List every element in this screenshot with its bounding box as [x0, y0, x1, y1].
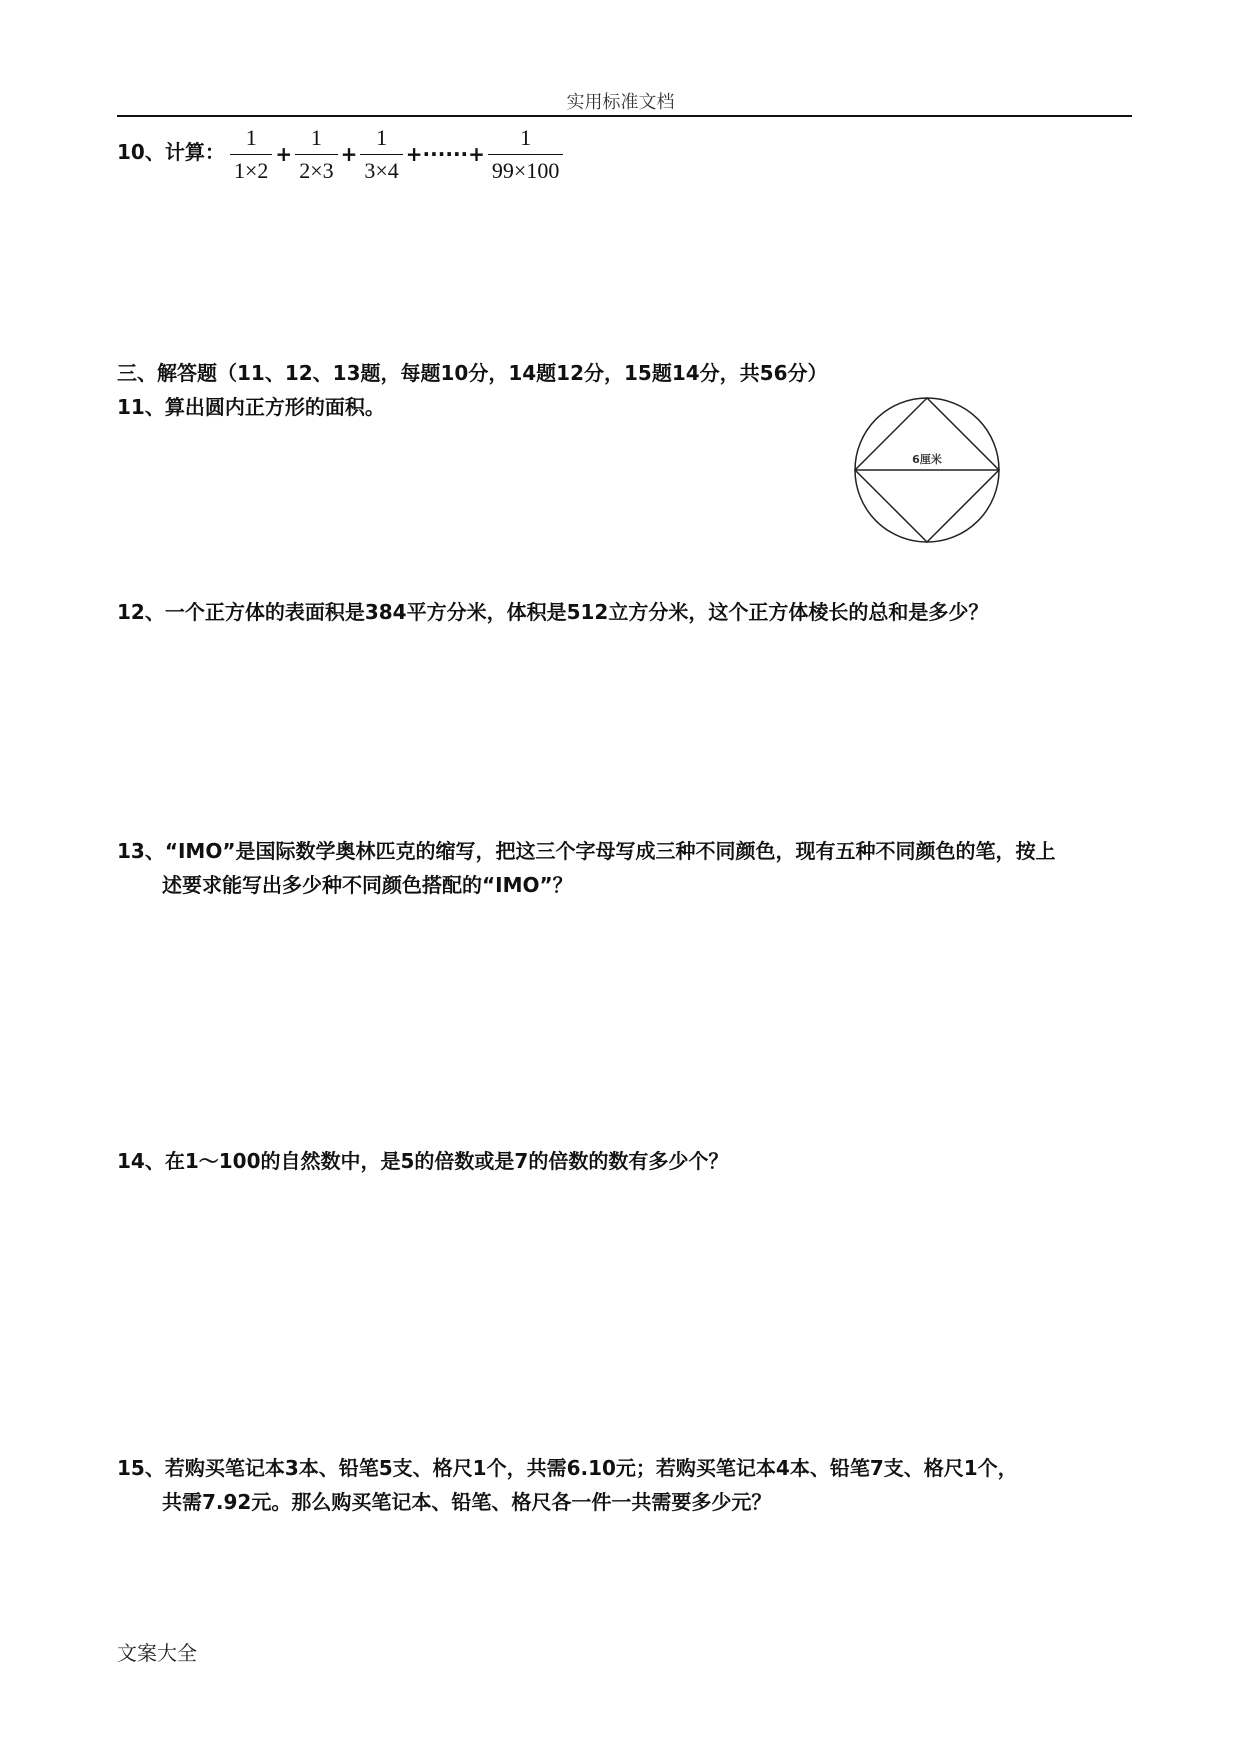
q13-line2: 述要求能写出多少种不同颜色搭配的“IMO”？: [162, 873, 573, 897]
fraction-denominator: 2×3: [295, 154, 337, 184]
plus-sign: +: [275, 142, 293, 166]
fraction: [360, 125, 402, 184]
q15-text: [117, 1451, 1018, 1519]
fraction-denominator: 99×100: [488, 154, 563, 184]
q13-line1: 13、“IMO”是国际数学奥林匹克的缩写，把这三个字母写成三种不同颜色，现有五种不同颜色的笔，按上: [117, 839, 1056, 863]
fraction-numerator: 1: [520, 124, 532, 150]
fraction: [488, 125, 563, 184]
fraction-denominator: 1×2: [230, 154, 272, 184]
page-header: 实用标准文档: [566, 92, 675, 113]
q13-text: [117, 834, 1055, 902]
fraction-numerator: 1: [245, 124, 257, 150]
header-divider: [117, 115, 1132, 117]
page-footer: 文案大全: [117, 1641, 197, 1665]
fraction: [295, 125, 337, 184]
q14-text: 14、在1～100的自然数中，是5的倍数或是7的倍数的数有多少个？: [117, 1149, 729, 1173]
q15-line1: 15、若购买笔记本3本、铅笔5支、格尺1个，共需6.10元；若购买笔记本4本、铅笔7支、格尺1个，: [117, 1456, 1018, 1480]
diameter-label: 6厘米: [912, 453, 942, 466]
fraction-denominator: 3×4: [360, 154, 402, 184]
inscribed-square-diagram: [850, 393, 1004, 547]
ellipsis-plus: +······+: [405, 142, 485, 166]
q15-line2: 共需7.92元。那么购买笔记本、铅笔、格尺各一件一共需要多少元？: [162, 1490, 772, 1514]
q12-text: 12、一个正方体的表面积是384平方分米，体积是512立方分米，这个正方体棱长的总和是多少？: [117, 600, 989, 624]
fraction-numerator: 1: [310, 124, 322, 150]
circle-square-figure: [850, 393, 1004, 552]
q10-expression: [228, 118, 565, 190]
section-title: 三、解答题（11、12、13题，每题10分，14题12分，15题14分，共56分）: [117, 361, 828, 385]
fraction-numerator: 1: [376, 124, 388, 150]
q11-text: 11、算出圆内正方形的面积。: [117, 395, 385, 419]
q10-prefix: 10、计算：: [117, 140, 225, 164]
plus-sign: +: [340, 142, 358, 166]
fraction: [230, 125, 272, 184]
